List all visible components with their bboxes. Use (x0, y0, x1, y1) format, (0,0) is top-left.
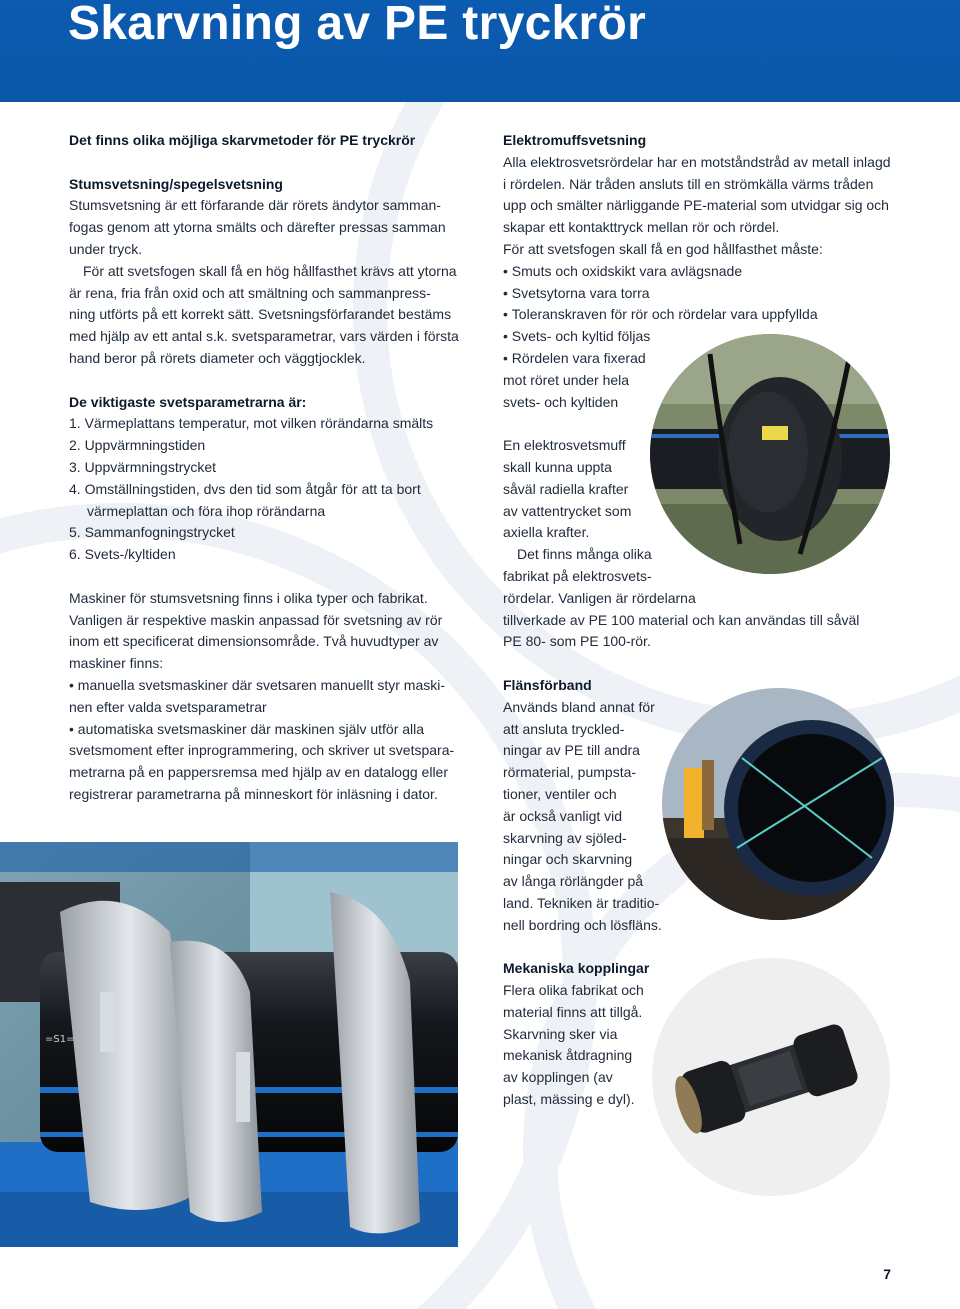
param-item: 3. Uppvärmningstrycket (69, 458, 217, 475)
electrofusion-photo (650, 334, 890, 574)
muff-line: av vattentrycket som (503, 502, 632, 519)
fabrikat-line: fabrikat på elektrosvets- (503, 567, 652, 584)
param-item: 6. Svets-/kyltiden (69, 546, 176, 563)
muff-line: axiella krafter. (503, 524, 590, 541)
elektro-bullet: • Rördelen vara fixerad (503, 348, 903, 370)
flans-line: skarvning av sjöled- (503, 829, 627, 846)
mek-line: mekanisk åtdragning (503, 1047, 633, 1064)
fabrikat-line: rördelar. Vanligen är rördelarna (503, 589, 696, 606)
stum-line: fogas genom att ytorna smälts och därefter pressas samman (69, 219, 446, 236)
mekaniska-heading: Mekaniska kopplingar (503, 960, 650, 977)
stum-line: Stumsvetsning är ett förfarande där rörets ändytor samman- (69, 197, 441, 214)
stum2-line: hand beror på rörets diameter och väggtjocklek. (69, 349, 366, 366)
param-item: 5. Sammanfogningstrycket (69, 524, 235, 541)
flans-line: är också vanligt vid (503, 807, 623, 824)
page-number: 7 (883, 1266, 891, 1282)
page-title: Skarvning av PE tryckrör (68, 0, 647, 50)
machines-line: svetsmoment efter inprogrammering, och skriver ut svetspara- (69, 742, 455, 759)
machines-line: • automatiska svetsmaskiner där maskinen själv utför alla (69, 720, 425, 737)
stum2-line: med hjälp av ett antal s.k. svetsparametrar, vars värden i första (69, 328, 459, 345)
params-heading: De viktigaste svetsparametrarna är: (69, 393, 307, 410)
elektro-line: skapar ett kontakttryck mellan rör och rördel. (503, 219, 780, 236)
intro-heading: Det finns olika möjliga skarvmetoder för PE tryckrör (69, 132, 416, 148)
mek-line: av kopplingen (av (503, 1069, 613, 1086)
elektro-tail: svets- och kyltiden (503, 393, 619, 410)
flans-line: av långa rörlängder på (503, 873, 644, 890)
elektro-bullet: • Toleranskraven för rör och rördelar vara uppfyllda (503, 304, 903, 326)
elektro-line: upp och smälter närliggande PE-material som utvidgar sig och (503, 197, 889, 214)
butt-welding-photo (0, 842, 458, 1247)
machines-line: maskiner finns: (69, 655, 164, 672)
fabrikat-line: Det finns många olika (517, 546, 652, 563)
muff-line: En elektrosvetsmuff (503, 437, 626, 454)
machines-line: Vanligen är respektive maskin anpassad för svetsning av rör (69, 611, 443, 628)
right-column (503, 130, 903, 1111)
fabrikat-line: PE 80- som PE 100-rör. (503, 633, 651, 650)
elektro-line: i rördelen. När tråden ansluts till en strömkälla värms tråden (503, 175, 874, 192)
param-item: 1. Värmeplattans temperatur, mot vilken rörändarna smälts (69, 415, 434, 432)
muff-line: såväl radiella krafter (503, 480, 629, 497)
elektro-line: För att svetsfogen skall få en god hållfasthet måste: (503, 240, 823, 257)
machines-line: registrerar parametrarna på minneskort för inläsning i dator. (69, 785, 438, 802)
machines-line: nen efter valda svetsparametrar (69, 698, 267, 715)
elektro-line: Alla elektrosvetsrördelar har en motståndstråd av metall inlagd (503, 153, 891, 170)
param-item: 4. Omställningstiden, dvs den tid som åtgår för att ta bort (69, 480, 421, 497)
machines-line: metrarna på en pappersremsa med hjälp av en datalogg eller (69, 764, 449, 781)
elektro-bullet: • Svetsytorna vara torra (503, 283, 903, 305)
elektro-tail: mot röret under hela (503, 371, 630, 388)
stum2-line: ning utförts på ett korrekt sätt. Svetsningsförfarandet bestäms (69, 306, 452, 323)
mek-line: Skarvning sker via (503, 1025, 618, 1042)
machines-line: inom ett specificerat dimensionsområde. Två huvudtyper av (69, 633, 439, 650)
stum2-line: För att svetsfogen skall få en hög hållfasthet krävs att ytorna (83, 262, 457, 279)
flans-line: rörmaterial, pumpsta- (503, 764, 637, 781)
elektromuff-heading: Elektromuffsvetsning (503, 132, 647, 148)
flans-line: ningar och skarvning (503, 851, 633, 868)
mek-line: Flera olika fabrikat och (503, 982, 644, 999)
stum-line: under tryck. (69, 240, 143, 257)
flange-joint-photo (662, 688, 894, 920)
mechanical-coupling-photo (652, 958, 890, 1196)
flansforband-heading: Flänsförband (503, 676, 592, 693)
stumsvetsning-heading: Stumsvetsning/spegelsvetsning (69, 175, 283, 192)
elektro-bullet: • Smuts och oxidskikt vara avlägsnade (503, 261, 903, 283)
stum2-line: är rena, fria från oxid och att smältning och sammanpress- (69, 284, 431, 301)
flans-line: Används bland annat för (503, 698, 655, 715)
flans-line: tioner, ventiler och (503, 785, 617, 802)
muff-line: skall kunna uppta (503, 458, 612, 475)
param-item: värmeplattan och föra ihop rörändarna (87, 502, 326, 519)
machines-line: • manuella svetsmaskiner där svetsaren manuellt styr maski- (69, 676, 446, 693)
flans-line: nell bordring och lösfläns. (503, 916, 662, 933)
elektro-bullet: • Svets- och kyltid följas (503, 326, 903, 348)
fabrikat-line: tillverkade av PE 100 material och kan användas till såväl (503, 611, 860, 628)
flans-line: ningar av PE till andra (503, 742, 640, 759)
machines-line: Maskiner för stumsvetsning finns i olika typer och fabrikat. (69, 589, 428, 606)
left-column (69, 130, 464, 806)
param-item: 2. Uppvärmningstiden (69, 437, 206, 454)
flans-line: land. Tekniken är traditio- (503, 894, 660, 911)
mek-line: plast, mässing e dyl). (503, 1091, 635, 1108)
flans-line: att ansluta tryckled- (503, 720, 625, 737)
svg-text:=S1=: =S1= (45, 1034, 75, 1045)
mek-line: material finns att tillgå. (503, 1003, 643, 1020)
page-header (0, 0, 960, 102)
